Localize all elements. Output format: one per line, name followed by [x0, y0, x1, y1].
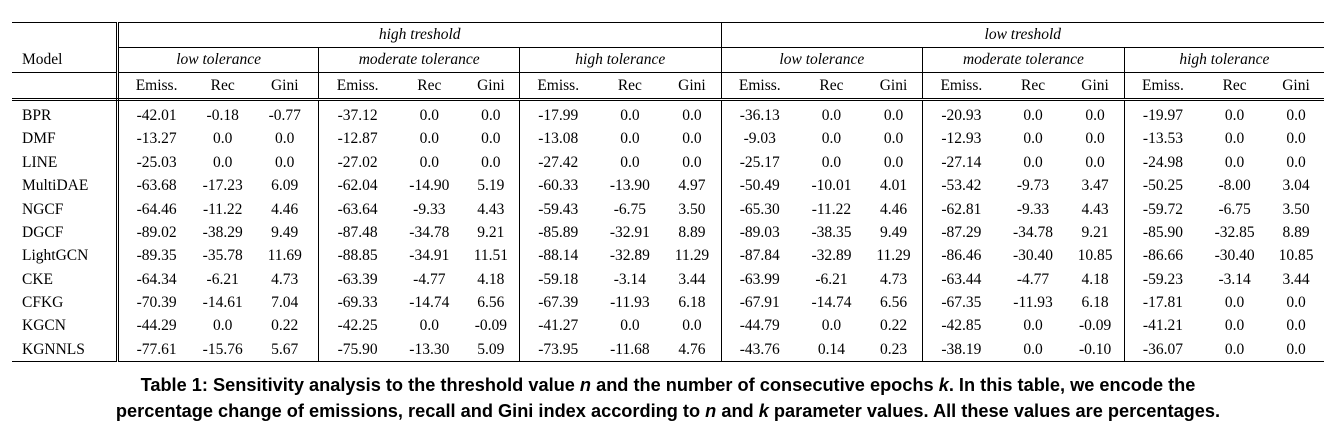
table-cell: 6.56 [865, 291, 923, 314]
table-cell: -63.64 [337, 200, 378, 218]
model-name: MultiDAE [12, 174, 117, 197]
table-cell: 0.0 [663, 151, 721, 174]
table-cell: -6.21 [206, 270, 239, 288]
table-cell: -87.84 [739, 247, 780, 265]
table-cell: 0.0 [213, 130, 233, 148]
table-row [12, 221, 1324, 244]
table-cell: 0.0 [1023, 106, 1043, 124]
table-cell: -69.33 [337, 294, 378, 312]
table-cell: 0.0 [1224, 106, 1245, 124]
table-cell: 0.0 [251, 127, 319, 150]
table-cell: -36.07 [1124, 338, 1201, 362]
table-cell: -24.98 [1142, 153, 1183, 171]
table-cell: 0.0 [1066, 127, 1124, 150]
table-cell: -70.39 [136, 294, 177, 312]
table-cell: -27.14 [941, 153, 982, 171]
metric-header: Emiss. [117, 73, 194, 100]
table-cell: -63.99 [739, 270, 780, 288]
table-cell: 0.0 [1224, 294, 1245, 312]
table-cell: -87.29 [941, 223, 982, 241]
table-cell: 0.0 [1224, 130, 1245, 148]
table-cell: 4.73 [251, 268, 319, 291]
table-cell: 7.04 [251, 291, 319, 314]
table-cell: 6.18 [663, 291, 721, 314]
metric-header: Rec [396, 73, 463, 100]
table-cell: 0.0 [1286, 130, 1306, 148]
header-row-tolerance [12, 48, 1324, 73]
metric-header: Emiss. [519, 73, 596, 100]
table-cell: -14.61 [202, 294, 243, 312]
table-cell: 0.0 [1268, 338, 1324, 362]
table-cell: -59.72 [1142, 200, 1183, 218]
table-cell: -86.66 [1142, 247, 1183, 265]
table-cell: 0.0 [1224, 153, 1245, 171]
table-row [12, 291, 1324, 314]
table-cell: -34.78 [1013, 223, 1054, 241]
header-tolerance: moderate tolerance [923, 48, 1125, 73]
table-cell: 0.0 [620, 317, 640, 335]
table-cell: -27.42 [538, 153, 579, 171]
table-cell: -13.08 [538, 130, 579, 148]
table-cell: -17.81 [1142, 294, 1183, 312]
table-cell: -3.14 [613, 270, 647, 288]
metric-header: Gini [251, 73, 319, 100]
table-cell: 0.0 [620, 106, 640, 124]
table-cell: 0.0 [1286, 317, 1306, 335]
table-row [12, 268, 1324, 291]
header-high-threshold: high treshold [117, 23, 721, 48]
table-cell: 5.67 [251, 338, 319, 362]
metric-header: Gini [1268, 73, 1324, 100]
table-cell: 0.0 [1000, 338, 1067, 362]
table-cell: -11.93 [1013, 294, 1053, 312]
table-cell: -9.03 [743, 130, 776, 148]
table-cell: 9.21 [463, 221, 520, 244]
table-cell: 10.85 [1066, 244, 1124, 267]
table-cell: -89.03 [739, 223, 780, 241]
metric-header: Gini [463, 73, 520, 100]
table-cell: -11.93 [610, 294, 650, 312]
header-row-metrics [12, 73, 1324, 100]
table-cell: -6.75 [1218, 200, 1251, 218]
table-cell: 0.0 [821, 153, 842, 171]
table-cell: -42.25 [337, 317, 378, 335]
table-cell: -32.91 [609, 223, 650, 241]
table-cell: -75.90 [319, 338, 396, 362]
table-cell: 4.43 [1066, 198, 1124, 221]
table-cell: -12.87 [337, 130, 378, 148]
table-cell: 0.0 [1201, 338, 1268, 362]
model-name: KGCN [12, 315, 117, 338]
table-cell: -17.23 [202, 177, 243, 195]
table-cell: -87.48 [337, 223, 378, 241]
table-cell: -4.77 [1016, 270, 1050, 288]
table-cell: 9.21 [1066, 221, 1124, 244]
header-corner [12, 23, 117, 48]
table-cell: -50.49 [739, 177, 780, 195]
table-cell: -41.21 [1142, 317, 1183, 335]
table-cell: 0.0 [1066, 151, 1124, 174]
model-name: BPR [12, 100, 117, 128]
header-tolerance: low tolerance [117, 48, 319, 73]
table-cell: -88.14 [538, 247, 579, 265]
model-name: LINE [12, 151, 117, 174]
table-cell: -17.99 [538, 106, 579, 124]
table-cell: -42.85 [941, 317, 982, 335]
table-cell: -65.30 [739, 200, 780, 218]
table-cell: -37.12 [337, 106, 378, 124]
table-cell: 6.56 [463, 291, 520, 314]
caption-line-1: Table 1: Sensitivity analysis to the threshold value n and the number of consecutive epochs k. In this table, we encode the [140, 375, 1196, 395]
table-row [12, 315, 1324, 338]
header-metric-corner [12, 73, 117, 100]
model-name: DGCF [12, 221, 117, 244]
table-cell: 0.0 [663, 100, 721, 128]
table-cell: -13.90 [609, 177, 650, 195]
header-tolerance: low tolerance [721, 48, 923, 73]
table-cell: 0.0 [419, 317, 439, 335]
table-cell: -42.01 [136, 106, 177, 124]
table-cell: 0.0 [1023, 317, 1043, 335]
table-cell: -85.90 [1142, 223, 1183, 241]
table-cell: 0.0 [1286, 153, 1306, 171]
table-cell: 11.51 [463, 244, 520, 267]
table-cell: 0.0 [821, 317, 842, 335]
table-cell: -6.75 [613, 200, 647, 218]
table-cell: 0.0 [821, 106, 842, 124]
caption-line-2: percentage change of emissions, recall and Gini index according to n and k parameter values. All these values are percentages. [115, 401, 1221, 421]
table-row [12, 100, 1324, 128]
metric-header: Rec [798, 73, 865, 100]
table-cell: 4.97 [663, 174, 721, 197]
table-cell: -32.85 [1214, 223, 1255, 241]
table-cell: -63.39 [337, 270, 378, 288]
table-cell: -20.93 [941, 106, 982, 124]
table-cell: 0.0 [663, 127, 721, 150]
table-cell: -30.40 [1013, 247, 1054, 265]
table-cell: -4.77 [413, 270, 446, 288]
table-cell: -0.77 [251, 100, 319, 128]
metric-header: Gini [1066, 73, 1124, 100]
table-cell: -25.03 [136, 153, 177, 171]
table-cell: -14.90 [409, 177, 450, 195]
table-cell: 0.0 [1023, 153, 1043, 171]
table-cell: -19.97 [1142, 106, 1183, 124]
metric-header: Gini [663, 73, 721, 100]
table-cell: -10.01 [811, 177, 852, 195]
table-cell: -13.27 [136, 130, 177, 148]
table-cell: -38.35 [811, 223, 852, 241]
table-caption [0, 372, 1336, 424]
table-cell: -73.95 [519, 338, 596, 362]
table-cell: -67.35 [941, 294, 982, 312]
table-cell: -88.85 [337, 247, 378, 265]
header-tolerance: high tolerance [519, 48, 721, 73]
table-cell: 0.0 [821, 130, 842, 148]
table-cell: -64.34 [136, 270, 177, 288]
metric-header: Emiss. [923, 73, 1000, 100]
table-cell: -43.76 [721, 338, 798, 362]
table-cell: -15.76 [194, 338, 251, 362]
results-table-container [12, 22, 1324, 362]
table-cell: -6.21 [815, 270, 848, 288]
table-row [12, 198, 1324, 221]
table-cell: -13.30 [396, 338, 463, 362]
table-cell: 6.09 [251, 174, 319, 197]
table-cell: 0.23 [865, 338, 923, 362]
table-cell: -50.25 [1142, 177, 1183, 195]
table-cell: -63.44 [941, 270, 982, 288]
table-cell: 0.0 [663, 315, 721, 338]
table-cell: 0.22 [865, 315, 923, 338]
table-cell: 4.76 [663, 338, 721, 362]
table-cell: -0.18 [206, 106, 239, 124]
table-cell: 0.0 [213, 153, 233, 171]
table-cell: 0.0 [620, 153, 640, 171]
metric-header: Emiss. [1124, 73, 1201, 100]
table-cell: 3.47 [1066, 174, 1124, 197]
table-cell: 0.0 [1023, 130, 1043, 148]
table-cell: 8.89 [663, 221, 721, 244]
table-cell: 4.46 [251, 198, 319, 221]
table-cell: -59.23 [1142, 270, 1183, 288]
table-cell: 8.89 [1282, 223, 1310, 241]
metric-header: Rec [194, 73, 251, 100]
table-cell: 6.18 [1066, 291, 1124, 314]
table-cell: -12.93 [941, 130, 982, 148]
table-cell: -44.29 [136, 317, 177, 335]
table-cell: -0.09 [463, 315, 520, 338]
table-cell: 11.29 [865, 244, 923, 267]
table-cell: -34.78 [409, 223, 450, 241]
table-cell: -9.33 [413, 200, 446, 218]
table-cell: -67.91 [739, 294, 780, 312]
table-cell: -41.27 [538, 317, 579, 335]
table-cell: -9.33 [1016, 200, 1050, 218]
table-cell: -62.81 [941, 200, 982, 218]
table-cell: -62.04 [337, 177, 378, 195]
table-cell: -11.22 [811, 200, 852, 218]
table-cell: 9.49 [251, 221, 319, 244]
table-cell: -27.02 [337, 153, 378, 171]
header-low-threshold: low treshold [721, 23, 1324, 48]
table-cell: 5.19 [463, 174, 520, 197]
table-cell: 4.18 [463, 268, 520, 291]
header-model-label: Model [12, 48, 117, 73]
model-name: NGCF [12, 198, 117, 221]
table-cell: -9.73 [1016, 177, 1050, 195]
table-cell: 3.04 [1282, 177, 1310, 195]
table-row [12, 244, 1324, 267]
table-cell: 3.50 [663, 198, 721, 221]
table-cell: -13.53 [1142, 130, 1183, 148]
table-cell: -11.22 [202, 200, 243, 218]
metric-header: Rec [596, 73, 663, 100]
table-cell: -34.91 [409, 247, 450, 265]
table-cell: 11.69 [251, 244, 319, 267]
table-cell: 3.44 [1282, 270, 1310, 288]
table-cell: 9.49 [865, 221, 923, 244]
table-cell: -64.46 [136, 200, 177, 218]
header-row-threshold [12, 23, 1324, 48]
table-cell: -0.09 [1066, 315, 1124, 338]
model-name: CKE [12, 268, 117, 291]
table-cell: 0.0 [463, 100, 520, 128]
model-name: KGNNLS [12, 338, 117, 362]
table-cell: -14.74 [409, 294, 450, 312]
metric-header: Emiss. [319, 73, 396, 100]
table-cell: -44.79 [739, 317, 780, 335]
table-cell: 11.29 [663, 244, 721, 267]
table-cell: 3.44 [663, 268, 721, 291]
table-cell: 3.50 [1282, 200, 1310, 218]
table-cell: 0.0 [1286, 106, 1306, 124]
table-cell: -77.61 [117, 338, 194, 362]
table-cell: -59.43 [538, 200, 579, 218]
table-cell: -38.19 [923, 338, 1000, 362]
table-cell: -36.13 [739, 106, 780, 124]
table-cell: 4.43 [463, 198, 520, 221]
table-cell: 0.22 [251, 315, 319, 338]
table-body [12, 100, 1324, 362]
table-cell: 0.0 [419, 130, 439, 148]
table-cell: 0.0 [1066, 100, 1124, 128]
table-cell: -85.89 [538, 223, 579, 241]
table-cell: 0.0 [865, 100, 923, 128]
table-cell: -3.14 [1218, 270, 1251, 288]
table-cell: -32.89 [811, 247, 852, 265]
model-name: CFKG [12, 291, 117, 314]
table-cell: -32.89 [609, 247, 650, 265]
table-row [12, 151, 1324, 174]
table-cell: 0.14 [798, 338, 865, 362]
table-cell: 4.73 [865, 268, 923, 291]
header-tolerance: high tolerance [1124, 48, 1324, 73]
table-cell: -86.46 [941, 247, 982, 265]
metric-header: Rec [1201, 73, 1268, 100]
table-cell: -14.74 [811, 294, 852, 312]
table-row [12, 174, 1324, 197]
table-cell: 5.09 [463, 338, 520, 362]
table-cell: -8.00 [1218, 177, 1251, 195]
model-name: DMF [12, 127, 117, 150]
table-cell: 0.0 [419, 106, 439, 124]
metric-header: Gini [865, 73, 923, 100]
table-cell: 0.0 [620, 130, 640, 148]
table-cell: 0.0 [463, 151, 520, 174]
sensitivity-table [12, 22, 1324, 362]
header-tolerance: moderate tolerance [319, 48, 520, 73]
table-cell: 0.0 [865, 151, 923, 174]
table-cell: -25.17 [739, 153, 780, 171]
table-cell: 10.85 [1278, 247, 1314, 265]
table-cell: 0.0 [1224, 317, 1245, 335]
table-cell: -38.29 [202, 223, 243, 241]
metric-header: Rec [1000, 73, 1067, 100]
table-cell: -30.40 [1214, 247, 1255, 265]
table-cell: 0.0 [419, 153, 439, 171]
table-cell: -11.68 [596, 338, 663, 362]
table-cell: -35.78 [202, 247, 243, 265]
table-cell: -89.35 [136, 247, 177, 265]
table-row [12, 127, 1324, 150]
table-cell: 0.0 [1286, 294, 1306, 312]
table-cell: 4.01 [865, 174, 923, 197]
table-cell: 0.0 [213, 317, 233, 335]
metric-header: Emiss. [721, 73, 798, 100]
table-cell: 0.0 [251, 151, 319, 174]
table-cell: -67.39 [538, 294, 579, 312]
table-row [12, 338, 1324, 362]
table-cell: 0.0 [865, 127, 923, 150]
table-cell: 4.18 [1066, 268, 1124, 291]
table-cell: -59.18 [538, 270, 579, 288]
table-cell: -60.33 [538, 177, 579, 195]
model-name: LightGCN [12, 244, 117, 267]
table-cell: -89.02 [136, 223, 177, 241]
table-cell: 4.46 [865, 198, 923, 221]
table-cell: 0.0 [463, 127, 520, 150]
table-cell: -0.10 [1066, 338, 1124, 362]
table-cell: -63.68 [136, 177, 177, 195]
table-cell: -53.42 [941, 177, 982, 195]
